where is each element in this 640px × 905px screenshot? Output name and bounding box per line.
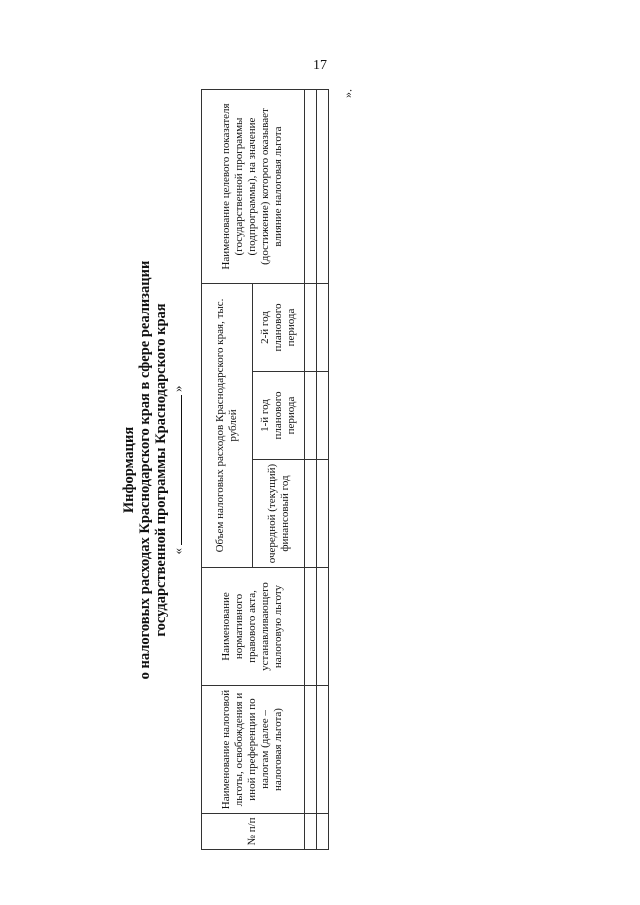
header-current-year: очередной (текущий) финансовый год — [253, 460, 304, 568]
open-quote: « — [170, 548, 185, 555]
table-cell — [316, 284, 328, 372]
heading-line-2: о налоговых расходах Краснодарского края в сфере реализации — [137, 260, 153, 680]
program-name-blank — [170, 90, 186, 850]
table-cell — [316, 90, 328, 284]
header-expenditure-volume: Объем налоговых расходов Краснодарского края, тыс. рублей — [202, 284, 253, 568]
header-plan-year-2: 2-й год планового периода — [253, 284, 304, 372]
table-cell — [316, 568, 328, 686]
header-benefit-name: Наименование налоговой льготы, освобождения и иной преференции по налогам (далее – налоговая льгота) — [202, 686, 305, 814]
table-row — [304, 90, 316, 850]
table-cell — [304, 460, 316, 568]
table-cell — [304, 814, 316, 850]
tax-expenditure-table — [201, 89, 329, 850]
header-plan-year-1: 1-й год планового периода — [253, 372, 304, 460]
table-row — [316, 90, 328, 850]
heading — [121, 90, 186, 850]
header-number: № п/п — [202, 814, 305, 850]
table-cell — [304, 686, 316, 814]
rotated-content — [121, 90, 331, 850]
heading-title: Информация — [121, 426, 137, 514]
table-cell — [316, 460, 328, 568]
table-cell — [304, 372, 316, 460]
close-quote: » — [170, 385, 185, 392]
heading-line-3: государственной программы Краснодарского края — [153, 303, 169, 637]
table-cell — [316, 372, 328, 460]
table-cell — [316, 686, 328, 814]
table-cell — [316, 814, 328, 850]
blank-line — [172, 395, 182, 545]
page-number: 17 — [313, 58, 327, 73]
closing-quote: ». — [340, 89, 355, 98]
table-cell — [304, 568, 316, 686]
table-cell — [304, 90, 316, 284]
table-cell — [304, 284, 316, 372]
header-target-indicator: Наименование целевого показателя (государственной программы (подпрограммы), на значение (достижение) которого оказывает влияние налоговая льгота — [202, 90, 305, 284]
header-legal-act: Наименование нормативного правового акта, устанавливающего налоговую льготу — [202, 568, 305, 686]
